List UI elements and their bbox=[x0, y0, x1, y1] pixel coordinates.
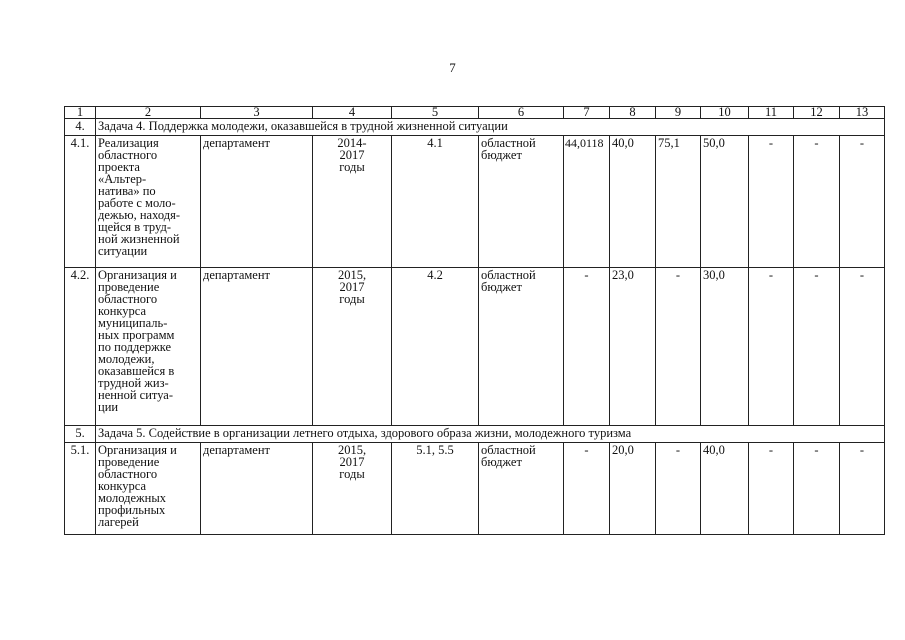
header-cell: 6 bbox=[479, 107, 564, 119]
row-description: Организация и проведение областного конкурса муниципаль- ных программ по поддержке молодежи, оказавшейся в трудной жиз- ненной ситуа- ции bbox=[96, 268, 201, 426]
page-number: 7 bbox=[449, 60, 456, 75]
row-description: Организация и проведение областного конкурса молодежных профильных лагерей bbox=[96, 443, 201, 535]
row-indicator: 5.1, 5.5 bbox=[392, 443, 479, 535]
row-col10: 40,0 bbox=[701, 443, 749, 535]
row-description: Реализация областного проекта «Альтер- натива» по работе с моло- дежью, находя- щейся в труд- ной жизненной ситуации bbox=[96, 136, 201, 268]
table-row bbox=[65, 136, 885, 268]
header-cell: 11 bbox=[749, 107, 794, 119]
section-title: Задача 5. Содействие в организации летнего отдыха, здорового образа жизни, молодежного туризма bbox=[96, 426, 885, 443]
row-source: областной бюджет bbox=[479, 268, 564, 426]
row-col7: 44,0118 bbox=[564, 136, 610, 268]
row-col9: - bbox=[656, 443, 701, 535]
row-source: областной бюджет bbox=[479, 136, 564, 268]
header-cell: 9 bbox=[656, 107, 701, 119]
row-period: 2014- 2017 годы bbox=[313, 136, 392, 268]
header-cell: 8 bbox=[610, 107, 656, 119]
row-col7: - bbox=[564, 443, 610, 535]
header-cell: 7 bbox=[564, 107, 610, 119]
row-period: 2015, 2017 годы bbox=[313, 268, 392, 426]
row-indicator: 4.1 bbox=[392, 136, 479, 268]
header-cell: 3 bbox=[201, 107, 313, 119]
row-executor: департамент bbox=[201, 268, 313, 426]
section-number: 4. bbox=[65, 119, 96, 136]
row-source: областной бюджет bbox=[479, 443, 564, 535]
row-number: 5.1. bbox=[65, 443, 96, 535]
row-col12: - bbox=[794, 443, 840, 535]
row-number: 4.1. bbox=[65, 136, 96, 268]
header-cell: 10 bbox=[701, 107, 749, 119]
section-title: Задача 4. Поддержка молодежи, оказавшейся в трудной жизненной ситуации bbox=[96, 119, 885, 136]
row-executor: департамент bbox=[201, 443, 313, 535]
header-cell: 1 bbox=[65, 107, 96, 119]
row-col12: - bbox=[794, 268, 840, 426]
row-col8: 40,0 bbox=[610, 136, 656, 268]
row-col10: 30,0 bbox=[701, 268, 749, 426]
row-col13: - bbox=[840, 136, 885, 268]
row-number: 4.2. bbox=[65, 268, 96, 426]
row-period: 2015, 2017 годы bbox=[313, 443, 392, 535]
header-cell: 4 bbox=[313, 107, 392, 119]
row-col11: - bbox=[749, 268, 794, 426]
row-col11: - bbox=[749, 443, 794, 535]
row-indicator: 4.2 bbox=[392, 268, 479, 426]
row-col9: - bbox=[656, 268, 701, 426]
row-col11: - bbox=[749, 136, 794, 268]
row-col7: - bbox=[564, 268, 610, 426]
table-row bbox=[65, 443, 885, 535]
section-row bbox=[65, 119, 885, 136]
row-col9: 75,1 bbox=[656, 136, 701, 268]
row-col10: 50,0 bbox=[701, 136, 749, 268]
row-col8: 23,0 bbox=[610, 268, 656, 426]
section-row bbox=[65, 426, 885, 443]
row-col13: - bbox=[840, 443, 885, 535]
header-row bbox=[65, 107, 885, 119]
header-cell: 12 bbox=[794, 107, 840, 119]
section-number: 5. bbox=[65, 426, 96, 443]
row-col8: 20,0 bbox=[610, 443, 656, 535]
table-row bbox=[65, 268, 885, 426]
header-cell: 13 bbox=[840, 107, 885, 119]
row-col13: - bbox=[840, 268, 885, 426]
header-cell: 5 bbox=[392, 107, 479, 119]
program-table bbox=[64, 106, 885, 535]
row-col12: - bbox=[794, 136, 840, 268]
header-cell: 2 bbox=[96, 107, 201, 119]
row-executor: департамент bbox=[201, 136, 313, 268]
